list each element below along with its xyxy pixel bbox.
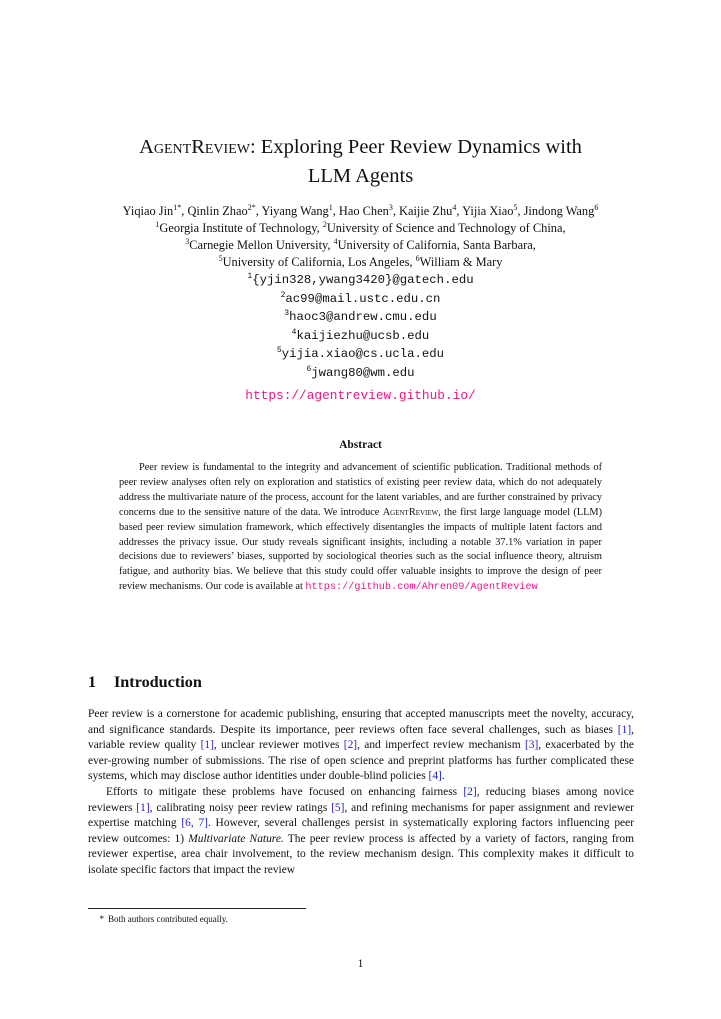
footnote-rule — [88, 908, 306, 909]
title-line2: LLM Agents — [307, 165, 414, 187]
text: . However, several challenges persist in systematically exploring factors influencing peer review outcomes: 1) — [88, 817, 635, 845]
author-name: Jindong Wang — [523, 204, 595, 218]
author-affil-mark: 1* — [173, 202, 182, 212]
affiliation-line-3: $^5$University of California, Los Angeles, $^6$William & Mary — [218, 253, 503, 269]
citation-link[interactable]: [3] — [524, 739, 539, 752]
section-title: Introduction — [114, 673, 202, 691]
paper-title — [60, 133, 661, 191]
abstract-heading: Abstract — [339, 439, 382, 451]
email-line: $^6$jwang80@wm.edu — [306, 364, 415, 380]
text: The peer review process is affected by a variety of factors, ranging from reviewer expertise, area chair involvement, to the review mechanism design. This complexity makes it difficult to isolate specific factors that impact the review — [88, 832, 634, 876]
text: Efforts to mitigate these problems have focused on enhancing fairness — [106, 785, 464, 798]
framework-name: AgentReview — [382, 506, 439, 518]
section-heading — [88, 673, 202, 692]
citation-link[interactable]: [1] — [200, 739, 214, 752]
abstract-text: Peer review is fundamental to the integrity and advancement of scientific publication. Traditional methods of peer review analyses often rely on exploration and statistics of existing peer review data, which do not adequately address the multivariate nature of the process, account for the latent variables, and are further constrained by privacy concerns due to the sensitive nature of the data. We introduce — [119, 462, 602, 518]
page-number: 1 — [357, 958, 364, 970]
text: , exacerbated by the ever-growing number of submissions. The rise of open science and preprint platforms has further complicated these systems, which may disclose author identities under double-blind policies — [88, 739, 634, 783]
author-block — [60, 203, 661, 382]
title-line1-rest: : Exploring Peer Review Dynamics with — [249, 136, 582, 158]
affiliation: University of California, Los Angeles, — [222, 255, 413, 269]
author-name: Yijia Xiao — [462, 204, 514, 218]
citation-link[interactable]: [4] — [428, 770, 442, 783]
text: Peer review is a cornerstone for academic publishing, ensuring that accepted manuscripts meet the novelty, accuracy, and significance standards. Despite its importance, peer reviews often face several challenges, such as biases — [88, 708, 634, 736]
email: yijia.xiao@cs.ucla.edu — [281, 347, 445, 361]
affiliation: Georgia Institute of Technology, — [159, 221, 320, 235]
author-name: Hao Chen — [338, 204, 389, 218]
footnote-text: Both authors contributed equally. — [108, 914, 228, 924]
author-affil-mark: 1 — [328, 202, 333, 212]
email: haoc3@andrew.cmu.edu — [289, 310, 437, 324]
text: . — [441, 770, 445, 783]
author-name: Yiyang Wang — [261, 204, 329, 218]
citation-link[interactable]: [5] — [331, 801, 345, 814]
text: , reducing biases among novice reviewers — [88, 785, 634, 814]
email-line: $^2$ac99@mail.ustc.edu.cn — [280, 290, 441, 306]
author-list: Yiqiao Jin$^{1*}$, Qinlin Zhao$^{2*}$, Yiyang Wang$^1$, Hao Chen$^3$, Kaijie Zhu$^4$, Yijia Xiao$^5$, Jindong Wang$^6$ — [122, 202, 599, 218]
emphasis-term: Multivariate Nature. — [188, 832, 284, 845]
email: ac99@mail.ustc.edu.cn — [285, 291, 441, 306]
email-line: $^4$kaijiezhu@ucsb.edu — [291, 327, 430, 343]
abstract-body — [119, 461, 602, 596]
email-line: $^1${yjin328,ywang3420}@gatech.edu — [247, 271, 474, 287]
author-affil-mark: 6 — [594, 202, 599, 212]
email-line: $^3$haoc3@andrew.cmu.edu — [284, 308, 437, 324]
citation-link[interactable]: [6, 7] — [181, 817, 208, 830]
email: {yjin328,ywang3420}@gatech.edu — [252, 273, 474, 287]
email: kaijiezhu@ucsb.edu — [296, 328, 430, 343]
affiliation: William & Mary — [419, 255, 503, 269]
footnote — [88, 913, 228, 925]
text: , and imperfect review mechanism — [357, 739, 525, 752]
affiliation: University of California, Santa Barbara, — [337, 238, 536, 252]
affiliation-line-2: $^3$Carnegie Mellon University, $^4$University of California, Santa Barbara, — [185, 236, 536, 252]
text: , and refining mechanisms for paper assignment and reviewer expertise matching — [88, 801, 634, 830]
affiliation-line-1: $^1$Georgia Institute of Technology, $^2$University of Science and Technology of China, — [155, 219, 566, 235]
affiliation: Carnegie Mellon University, — [189, 238, 331, 252]
citation-link[interactable]: [1] — [136, 801, 150, 814]
affiliation: University of Science and Technology of China, — [326, 221, 566, 235]
author-affil-mark: 4 — [452, 202, 457, 212]
section-number: 1 — [88, 673, 97, 691]
code-url-link[interactable]: https://github.com/Ahren09/AgentReview — [305, 582, 538, 594]
citation-link[interactable]: [1] — [617, 723, 632, 736]
text: , variable review quality — [88, 723, 634, 752]
project-url-link[interactable]: https://agentreview.github.io/ — [245, 388, 476, 403]
introduction-body — [88, 707, 634, 879]
text: , unclear reviewer motives — [213, 739, 344, 752]
paragraph — [88, 707, 634, 785]
author-affil-mark: 3 — [388, 202, 393, 212]
author-name: Yiqiao Jin — [122, 204, 174, 218]
email-line: $^5$yijia.xiao@cs.ucla.edu — [276, 345, 445, 361]
author-affil-mark: 2* — [247, 202, 256, 212]
author-name: Qinlin Zhao — [187, 204, 248, 218]
email: jwang80@wm.edu — [311, 365, 415, 380]
framework-name: AgentReview — [139, 136, 250, 158]
citation-link[interactable]: [2] — [343, 739, 358, 752]
abstract-text: , the first large language model (LLM) based peer review simulation framework, which effectively disentangles the impacts of multiple latent factors and addresses the privacy issue. Our study reveals significant insights, including a notable 37.1% variation in paper decisions due to reviewers’ biases, supported by sociological theories such as the social influence theory, altruism fatigue, and authority bias. We believe that this study could offer valuable insights to improve the design of peer review mechanisms. Our code is available at — [119, 506, 602, 593]
footnote-mark: * — [99, 914, 104, 924]
author-name: Kaijie Zhu — [399, 204, 453, 218]
author-affil-mark: 5 — [513, 202, 518, 212]
text: , calibrating noisy peer review ratings — [149, 801, 332, 814]
citation-link[interactable]: [2] — [463, 785, 477, 798]
paragraph — [88, 785, 634, 879]
